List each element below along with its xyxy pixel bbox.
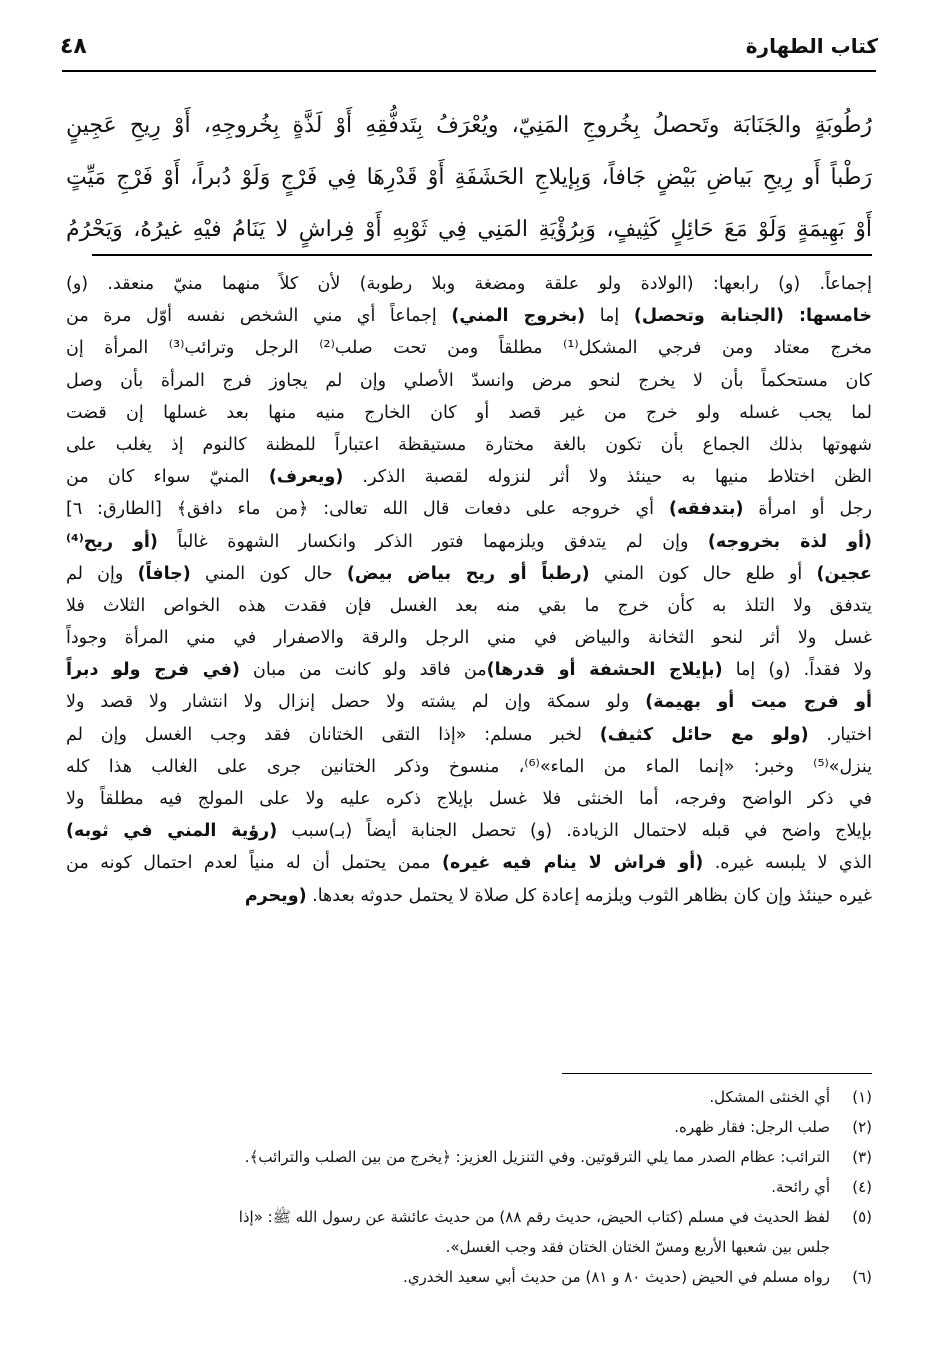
commentary-segment: ينزل»⁽⁵⁾ وخبر: «إنما الماء من الماء»⁽⁶⁾، منسوخ وذكر الختانين جرى على الغالب هذا كله (66, 756, 872, 777)
commentary-line (66, 493, 872, 525)
footnote-text: جلس بين شعبها الأربع ومسّ الختان الختان فقد وجب الغسل». (445, 1238, 830, 1256)
commentary-line (66, 268, 872, 300)
commentary-segment: بإيلاج واضح في قبله لاحتمال الزيادة. (و) تحصل الجنابة أيضاً (بـ)سبب (277, 821, 872, 842)
footnote-item (66, 1202, 872, 1232)
commentary-segment: لما يجب غسله ولو خرج من غير قصد أو كان الخارج منيه منها بعد غسلها إن قضت (66, 402, 872, 423)
commentary-line (66, 654, 872, 686)
commentary-line (66, 783, 872, 815)
commentary-segment: ولو سمكة وإن لم يشته ولا حصل إنزال ولا انتشار ولا قصد ولا (66, 692, 646, 713)
commentary-segment: من فاقد ولو كانت من مبان (239, 660, 487, 681)
page-header (60, 34, 878, 64)
commentary-line (66, 429, 872, 461)
bold-matn-quote: (بخروج المني) (451, 306, 586, 327)
running-title: كتاب الطهارة (745, 34, 878, 58)
bold-matn-quote: (ويعرف) (268, 467, 344, 488)
footnote-text: أي الخنثى المشكل. (709, 1088, 830, 1106)
footnote-item (66, 1082, 872, 1112)
commentary-segment: إجماعاً. (و) رابعها: (الولادة ولو علقة ومضغة وبلا رطوبة) (359, 274, 872, 294)
commentary-segment: غيره حينئذ وإن كان بظاهر الثوب ويلزمه إعادة كل صلاة لا يحتمل حدوثه بعدها. (306, 885, 872, 906)
bold-matn-quote: عجين) (816, 563, 872, 584)
commentary-segment: رجل أو امرأة (743, 499, 872, 520)
footnote-number: (١) (852, 1088, 872, 1106)
commentary-segment: حال كون المني (190, 563, 347, 584)
bold-matn-quote: (رؤية المني في ثوبه) (66, 821, 278, 842)
bold-matn-quote: (ولو مع حائل كثيف) (599, 724, 809, 745)
bold-matn-quote: (بتدفقه) (668, 499, 744, 520)
commentary-segment: ولا فقداً. (و) إما (722, 660, 872, 681)
footnotes (66, 1082, 872, 1292)
commentary-segment: الذي لا يلبسه غيره. (703, 853, 872, 874)
commentary-line (66, 847, 872, 879)
footnote-item (66, 1172, 872, 1202)
footnote-text: رواه مسلم في الحيض (حديث ٨٠ و ٨١) من حديث أبي سعيد الخدري. (403, 1268, 830, 1286)
commentary-segment: لأن كلاً منهما منيّ منعقد. (و) (66, 274, 360, 294)
footnote-item (66, 1262, 872, 1292)
header-divider (62, 70, 876, 72)
footnote-text: لفظ الحديث في مسلم (كتاب الحيض، حديث رقم ٨٨) من حديث عائشة عن رسول الله ﷺ: «إذا (238, 1208, 830, 1226)
commentary-line (66, 622, 872, 654)
commentary-segment: ممن يحتمل أن له منياً لعدم احتمال كونه من (66, 853, 443, 874)
bold-matn-quote: (ويحرم (244, 885, 307, 906)
commentary-line (66, 719, 872, 751)
commentary-segment: كان مستحكماً بأن لا يخرج لنحو مرض وانسدّ الأصلي وإن لم يجاوز فرج المرأة بأن وصل (66, 370, 872, 391)
commentary-segment: شهوتها بذلك الجماع بأن تكون بالغة مختارة مستيقظة اعتباراً للمظنة كالنوم إذ يغلب على (66, 434, 872, 455)
commentary-line (66, 365, 872, 397)
bold-matn-quote: (جافاً) (137, 563, 191, 584)
footnote-item (66, 1232, 872, 1262)
commentary-line (66, 332, 872, 364)
commentary-line (66, 590, 872, 622)
commentary-line (66, 526, 872, 558)
matn-text (66, 100, 872, 256)
commentary-line (66, 880, 872, 912)
commentary-line (66, 751, 872, 783)
bold-matn-quote: أو فرج ميت أو بهيمة) (645, 692, 872, 713)
commentary-line (66, 397, 872, 429)
footnote-number: (٦) (852, 1268, 872, 1286)
footnote-item (66, 1112, 872, 1142)
commentary-segment: إما (585, 306, 634, 327)
bold-matn-quote: (أو ريح⁽⁴⁾ (66, 531, 158, 552)
page-number: ٤٨ (60, 34, 87, 59)
commentary-segment: أي خروجه على دفعات قال الله تعالى: ﴿من ماء دافق﴾ [الطارق: ٦] (66, 499, 669, 520)
footnote-text: صلب الرجل: فقار ظهره. (674, 1118, 830, 1136)
commentary-segment: اختيار. (808, 724, 872, 745)
matn-line: رُطُوبَةٍ والجَنَابَة وتَحصلُ بِخُروجِ المَنِيّ، ويُعْرَفُ بِتَدفُّقِهِ أَوْ لَذَّةٍ بِخُروجِهِ، أَوْ رِيحِ عَجِينٍ (66, 113, 872, 138)
commentary-line (66, 300, 872, 332)
commentary-line (66, 558, 872, 590)
bold-matn-quote: خامسها: (الجنابة وتحصل) (633, 306, 872, 327)
commentary-segment: لخبر مسلم: «إذا التقى الختانان فقد وجب الغسل وإن لم (66, 724, 600, 745)
bold-matn-quote: (أو فراش لا ينام فيه غيره) (442, 853, 704, 874)
commentary-line (66, 461, 872, 493)
footnote-number: (٤) (852, 1178, 872, 1196)
commentary-segment: في ذكر الواضح وفرجه، أما الخنثى فلا غسل بإيلاج ذكره عليه ولا على المولج فيه مطلقاً ولا (66, 789, 872, 809)
commentary-segment: إجماعاً أي مني الشخص نفسه أوّل مرة من (66, 306, 452, 327)
bold-matn-quote: (بإيلاج الحشفة أو قدرها) (486, 660, 723, 681)
footnote-number: (٢) (852, 1118, 872, 1136)
commentary-segment: وإن لم يتدفق ويلزمهما فتور الذكر وانكسار الشهوة غالباً (157, 531, 708, 552)
commentary-segment: المنيّ سواء كان من (66, 467, 269, 488)
commentary-text (66, 268, 872, 912)
matn-line: أَوْ بَهِيمَةٍ وَلَوْ مَعَ حَائِلٍ كَثِيفٍ، وَبِرُؤْيَةِ المَنِي فِي ثَوْبِهِ أَوْ فِراشٍ لا يَنَامُ فيْهِ غيرُهُ، وَيَحْرُمُ (66, 217, 872, 242)
bold-matn-quote: (في فرج ولو دبراً (66, 660, 240, 681)
commentary-line (66, 686, 872, 718)
footnote-number: (٣) (852, 1148, 872, 1166)
bold-matn-quote: (رطباً أو ريح بياض بيض) (346, 563, 590, 584)
bold-matn-quote: (أو لذة بخروجه) (707, 531, 872, 552)
commentary-segment: غسل ولا أثر لنحو الثخانة والبياض في مني الرجل والرقة والاصفرار في مني المرأة وجوداً (66, 628, 872, 649)
footnote-divider (562, 1073, 872, 1074)
commentary-segment: مخرج معتاد ومن فرجي المشكل⁽¹⁾ مطلقاً ومن تحت صلب⁽²⁾ الرجل وترائب⁽³⁾ المرأة إن (66, 338, 872, 359)
footnote-item (66, 1142, 872, 1172)
commentary-segment: وإن لم (66, 563, 138, 584)
matn-line: رَطْباً أَو رِيحِ بَياضِ بَيْضٍ جَافاً، وَبِإيلاجِ الحَشَفَةِ أَوْ قَدْرِهَا فِي فَرْجٍ وَلَوْ دُبراً، أَوْ فَرْجِ مَيِّتٍ (66, 165, 872, 190)
matn-divider (92, 254, 872, 256)
commentary-line (66, 815, 872, 847)
commentary-segment: أو طلع حال كون المني (589, 563, 817, 584)
commentary-segment: يتدفق ولا التلذ به كأن خرج ما بقي منه بعد الغسل فإن فقدت هذه الخواص الثلاث فلا (66, 595, 872, 616)
commentary-segment: الظن اختلاط منيها به حينئذ ولا أثر لنزوله لقصبة الذكر. (343, 467, 872, 488)
footnote-text: أي رائحة. (771, 1178, 830, 1196)
footnote-text: الترائب: عظام الصدر مما يلي الترقوتين. وفي التنزيل العزيز: ﴿يخرج من بين الصلب والترائب﴾. (244, 1148, 830, 1166)
footnote-number: (٥) (852, 1208, 872, 1226)
